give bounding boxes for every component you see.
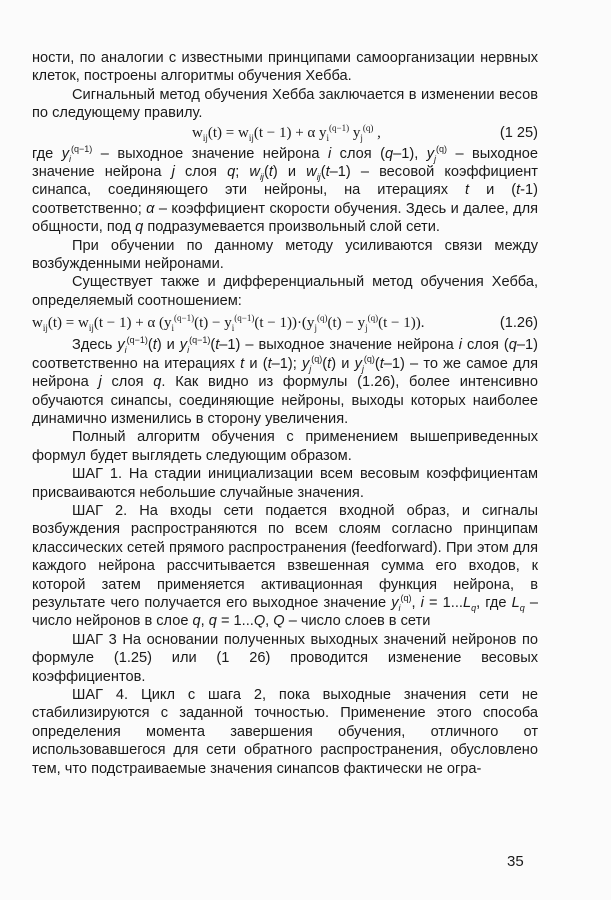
formula-1-26 (32, 310, 538, 336)
body-text (32, 49, 538, 778)
step-3: ШАГ 3 На основании полученных выходных значений нейронов по формуле (1.25) или (1 26) проводится изменение весовых коэффициентов. (32, 631, 538, 685)
formula-expression: $w_{ij}(t) = w_{ij}(t - 1) + \alpha$ $y_i^{(q-1)}$ $y_j^{(q)}$ , (192, 123, 381, 144)
formula-1-25 (32, 123, 538, 145)
paragraph: Сигнальный метод обучения Хебба заключается в изменении весов по следующему правилу. (32, 86, 538, 122)
paragraph: Здесь $y_i^{(q-1)}(t)$ и $y_i^{(q-1)}(t-1)$ – выходное значение нейрона i слоя (q–1) соответственно на итерациях t и (t–1); $y_j^{(q)}(t)$ и $y_j^{(q)}(t-1)$ – то же самое для нейрона j слоя q. Как видно из формулы (1.26), более интенсивно обучаются синапсы, соединяющие нейроны, выходы которых наиболее динамично изменились в сторону увеличения. (32, 335, 538, 427)
paragraph: Полный алгоритм обучения с применением вышеприведенных формул будет выглядеть следующим образом. (32, 429, 538, 464)
paragraph: Существует также и дифференциальный метод обучения Хебба, определяемый соотношением: (32, 274, 538, 309)
step-1: ШАГ 1. На стадии инициализации всем весовым коэффициентам присваиваются небольшие случайные значения. (32, 466, 538, 501)
paragraph: ности, по аналогии с известными принципами самоорганизации нервных клеток, построены алгоритмы обучения Хебба. (32, 50, 538, 85)
step-2: ШАГ 2. На входы сети подается входной образ, и сигналы возбуждения распространяются по всем слоям согласно принципам классических сетей прямого распространения (feedforward). При этом для каждого нейрона рассчитывается взвешенная сумма его входов, к которой затем применяется активационная функция нейрона, в результате чего получается его выходное значение $y_i^{(q)}$, $i = 1...L_q$, где $L_q$ – число нейронов в слое q, q = 1...Q, Q – число слоев в сети (32, 502, 539, 630)
step-4: ШАГ 4. Цикл с шага 2, пока выходные значения сети не стабилизируются с заданной точностью. Применение этого способа определения момента завершения обучения, отличного от использовавшегося для сети обратного распространения, обусловлено тем, что подстраиваемые значения синапсов фактически не огра- (32, 687, 538, 777)
formula-number: (1 25) (499, 125, 538, 142)
paragraph: где $y_i^{(q-1)}$ – выходное значение нейрона i слоя (q–1), $y_j^{(q)}$ – выходное значение нейрона j слоя q; $w_{ij}(t)$ и $w_{ij}(t-1)$ – весовой коэффициент синапса, соединяющего эти нейроны, на итерациях t и (t-1) соответственно; α – коэффициент скорости обучения. Здесь и далее, для общности, под q подразумевается произвольный слой сети. (32, 143, 539, 236)
formula-expression: $w_{ij}(t) = w_{ij}(t - 1) + \alpha$ $(y_i^{(q-1)}(t) - y_i^{(q-1)}(t - 1))\cdot(y_j^{(q)}(t) - y_j^{(q)}(t - 1))$. (32, 313, 425, 334)
paragraph: При обучении по данному методу усиливаются связи между возбужденными нейронами. (32, 237, 538, 273)
formula-number: (1.26) (499, 315, 538, 332)
page-number: 35 (507, 853, 524, 870)
